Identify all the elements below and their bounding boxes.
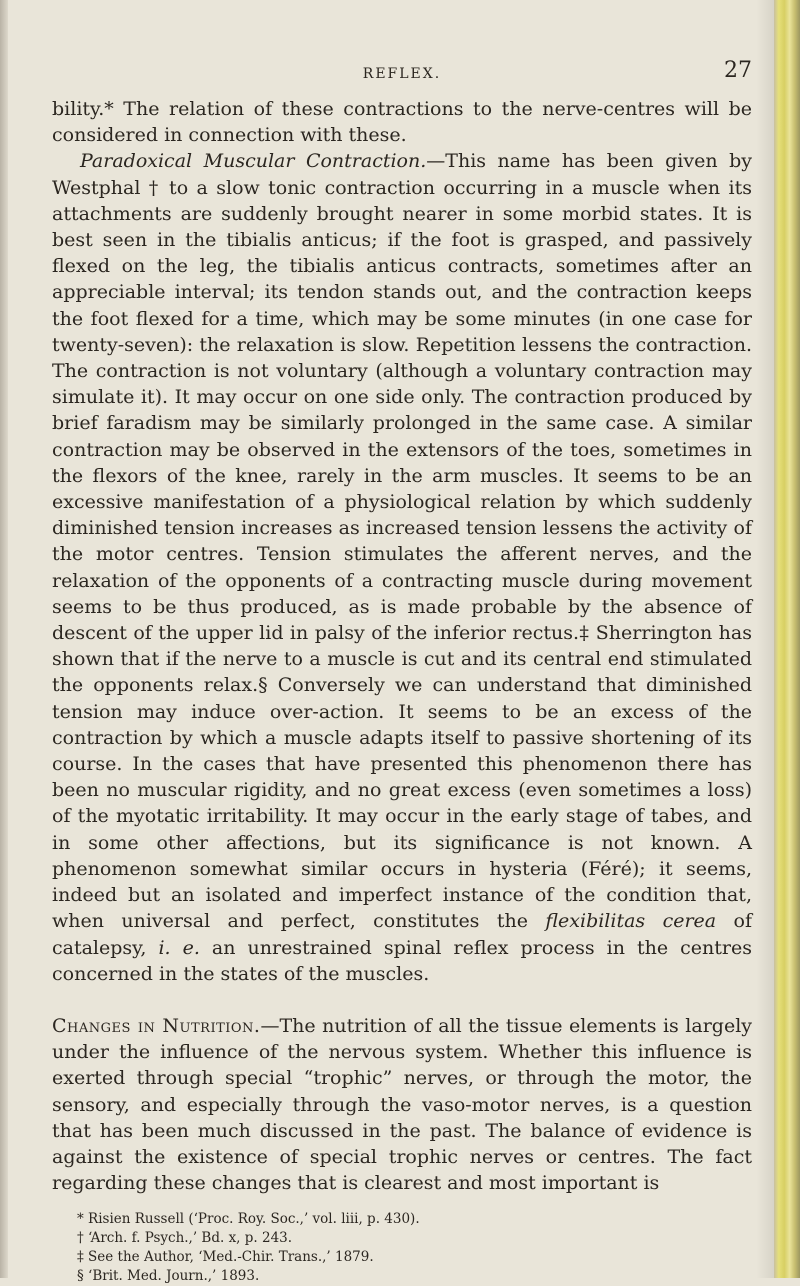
running-title: REFLEX. xyxy=(362,66,442,82)
footnotes xyxy=(52,1210,752,1286)
footnote: † ‘Arch. f. Psych.,’ Bd. x, p. 243. xyxy=(77,1230,293,1247)
book-page xyxy=(52,56,752,1286)
paragraph-continuation: bility.* The relation of these contractions to the nerve-centres will be considered in connection with these. xyxy=(52,98,752,147)
paragraph-text: —This name has been given by Westphal † to a slow tonic contraction occurring in a muscle when its attachments are suddenly brought nearer in some morbid states. It is best seen in the tibialis anticus; if the foot is grasped, and passively flexed on the leg, the tibialis anticus contracts, sometimes after an appreciable interval; its tendon stands out, and the contraction keeps the foot flexed for a time, which may be some minutes (in one case for twenty-seven): the relaxation is slow. Repetition lessens the contraction. The contraction is not voluntary (although a voluntary contraction may simulate it). It may occur on one side only. The contraction produced by brief faradism may be similarly prolonged in the same case. A similar contraction may be observed in the extensors of the toes, sometimes in the flexors of the knee, rarely in the arm muscles. It seems to be an excessive manifestation of a physiological relation by which suddenly diminished tension increases as increased tension lessens the activity of the motor centres. Tension stimulates the afferent nerves, and the relaxation of the opponents of a contracting muscle during movement seems to be thus produced, as is made probable by the absence of descent of the upper lid in palsy of the inferior rectus.‡ Sherrington has shown that if the nerve to a muscle is cut and its central end stimulated the opponents relax.§ Conversely we can understand that diminished tension may induce over-action. It seems to be an excess of the contraction by which a muscle adapts itself to passive shortening of its course. In the cases that have presented this phenomenon there has been no muscular rigidity, and no great excess (even sometimes a loss) of the myotatic irritability. It may occur in the early stage of tabes, and in some other affections, but its significance is not known. A phenomenon somewhat similar occurs in hysteria (Féré); it seems, indeed but an isolated and imperfect instance of the condition that, when universal and perfect, constitutes the xyxy=(52,150,752,933)
paragraph-changes-in-nutrition xyxy=(52,1013,752,1196)
page-left-edge xyxy=(0,0,8,1278)
running-head xyxy=(52,56,752,96)
section-gap xyxy=(52,987,752,1013)
book-binding xyxy=(774,0,800,1278)
term-flexibilitas-cerea: flexibilitas cerea xyxy=(545,910,717,933)
footnote: ‡ See the Author, ‘Med.-Chir. Trans.,’ 1879. xyxy=(77,1249,374,1266)
section-heading-paradoxical: Paradoxical Muscular Contraction. xyxy=(80,150,427,173)
footnote: * Risien Russell (‘Proc. Roy. Soc.,’ vol. liii, p. 430). xyxy=(77,1211,420,1228)
abbrev-ie: i. e. xyxy=(158,936,200,959)
paragraph-paradoxical-contraction xyxy=(52,148,752,987)
binding-shadow xyxy=(756,0,774,1278)
body-text xyxy=(52,96,752,1196)
paragraph-text: an unrestrained spinal reflex process in the centres concerned in the states of the muscles. xyxy=(52,936,752,985)
section-heading-nutrition: Changes in Nutrition. xyxy=(52,1014,261,1037)
paragraph-text: —The nutrition of all the tissue elements is largely under the influence of the nervous system. Whether this influence is exerted through special “trophic” nerves, or through the motor, the sensory, and especially through the vaso-motor nerves, is a question that has been much discussed in the past. The balance of evidence is against the existence of special trophic nerves or centres. The fact regarding these changes that is clearest and most important is xyxy=(52,1014,753,1195)
paragraph-text: of catalepsy, xyxy=(52,910,752,959)
page-number: 27 xyxy=(724,58,752,83)
footnote: § ‘Brit. Med. Journ.,’ 1893. xyxy=(77,1268,260,1285)
